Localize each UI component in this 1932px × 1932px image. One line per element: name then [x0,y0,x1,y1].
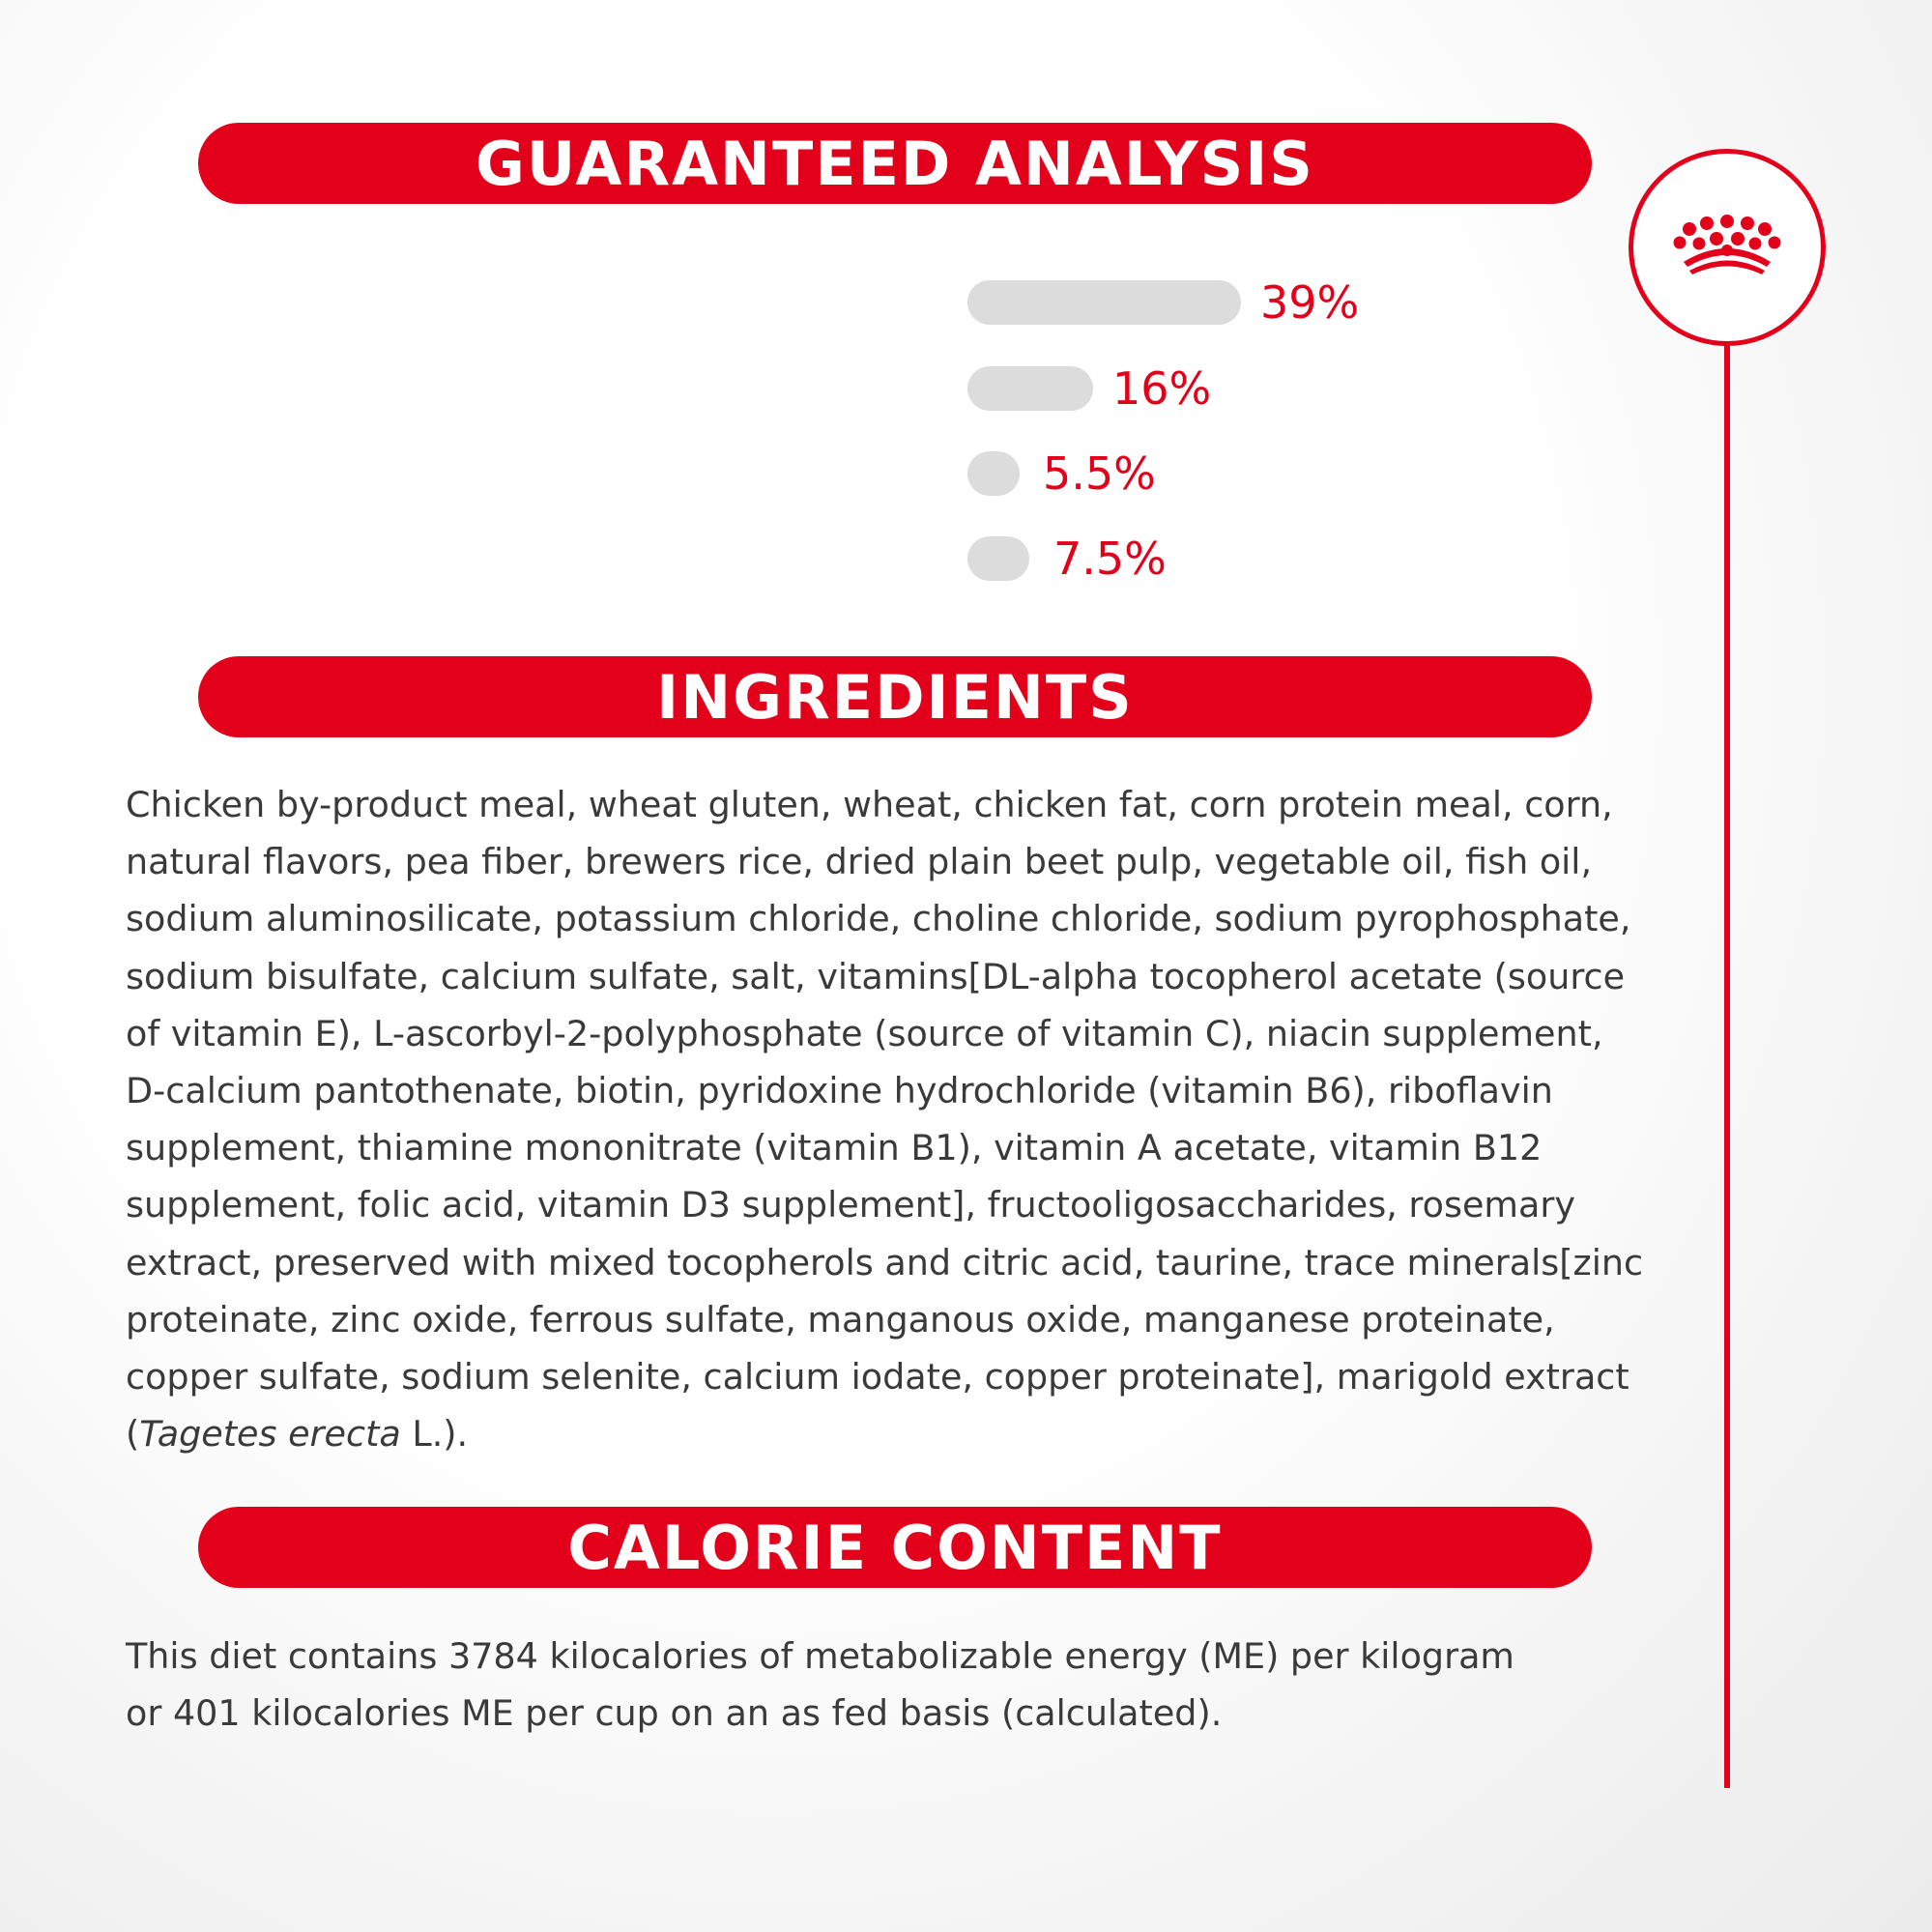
ingredients-banner [198,656,1592,737]
ingredients-line: sodium aluminosilicate, potassium chloride, choline chloride, sodium pyrophosphate, [126,898,1631,940]
analysis-bar [967,280,1241,325]
analysis-value: 16% [1112,362,1212,415]
crown-icon [1633,154,1821,341]
ingredients-title: INGREDIENTS [656,661,1134,733]
ingredients-line: supplement, thiamine mononitrate (vitamin B1), vitamin A acetate, vitamin B12 [126,1127,1543,1169]
analysis-bar [967,451,1020,496]
calorie-title: CALORIE CONTENT [567,1512,1223,1583]
ingredients-line: supplement, folic acid, vitamin D3 supplement], fructooligosaccharides, rosemary [126,1184,1575,1226]
ingredients-line: sodium bisulfate, calcium sulfate, salt, vitamins[DL-alpha tocopherol acetate (source [126,955,1626,997]
calorie-text [126,1628,1672,1742]
ingredients-line: natural flavors, pea fiber, brewers rice, dried plain beet pulp, vegetable oil, fish oil, [126,841,1593,883]
ingredients-line: extract, preserved with mixed tocopherols and citric acid, taurine, trace minerals[zinc [126,1241,1644,1283]
species-name: Tagetes erecta [139,1413,401,1456]
ingredients-line-last [126,1405,1672,1462]
calorie-line: or 401 kilocalories ME per cup on an as fed basis (calculated). [126,1692,1223,1735]
paren-close: L.). [400,1413,469,1456]
logo-badge [1629,149,1826,346]
analysis-value: 7.5% [1053,533,1167,585]
analysis-value: 39% [1260,276,1360,329]
ingredients-line: of vitamin E), L-ascorbyl-2-polyphosphate (source of vitamin C), niacin supplement, [126,1012,1603,1054]
analysis-value: 5.5% [1043,447,1156,500]
ingredients-line: Chicken by-product meal, wheat gluten, wheat, chicken fat, corn protein meal, corn, [126,784,1613,825]
analysis-bar [967,366,1093,411]
logo-stem [1724,346,1730,1788]
analysis-banner [198,123,1592,204]
analysis-title: GUARANTEED ANALYSIS [476,128,1314,199]
analysis-bar [967,536,1029,581]
ingredients-line: D-calcium pantothenate, biotin, pyridoxine hydrochloride (vitamin B6), riboflavin [126,1070,1553,1112]
ingredients-line: proteinate, zinc oxide, ferrous sulfate, manganous oxide, manganese proteinate, [126,1298,1555,1341]
ingredients-line: copper sulfate, sodium selenite, calcium iodate, copper proteinate], marigold extract [126,1356,1629,1399]
calorie-banner [198,1507,1592,1588]
paren-open: ( [126,1413,140,1456]
calorie-line: This diet contains 3784 kilocalories of metabolizable energy (ME) per kilogram [126,1635,1514,1677]
ingredients-text [126,776,1672,1462]
